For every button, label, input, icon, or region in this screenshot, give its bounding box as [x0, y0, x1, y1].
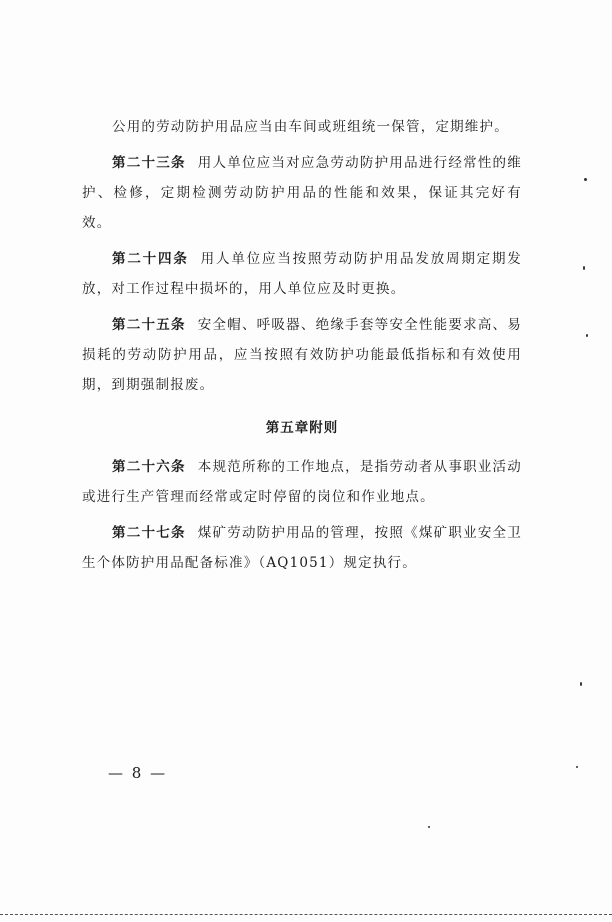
article-25 [82, 310, 522, 400]
article-label: 第二十五条 [112, 317, 186, 333]
scan-speck [584, 178, 587, 181]
scan-speck [576, 766, 578, 768]
chapter-heading: 第五章附则 [265, 420, 339, 436]
article-label: 第二十六条 [112, 459, 186, 475]
article-text: 用人单位应当按照劳动防护用品发放周期定期发放，对工作过程中损坏的，用人单位应及时更换。 [82, 251, 523, 297]
article-23 [82, 148, 522, 238]
article-label: 第二十四条 [112, 251, 189, 267]
paragraph-text: 公用的劳动防护用品应当由车间或班组统一保管，定期维护。 [112, 119, 509, 135]
scan-speck [428, 826, 430, 828]
article-label: 第二十七条 [112, 525, 186, 541]
scan-edge-line [0, 914, 612, 915]
document-body [82, 112, 522, 584]
page-number: — 8 — [108, 764, 168, 782]
article-27 [82, 518, 522, 578]
scan-speck [580, 682, 582, 686]
article-label: 第二十三条 [112, 155, 186, 171]
article-24 [82, 244, 522, 304]
article-text: 安全帽、呼吸器、绝缘手套等安全性能要求高、易损耗的劳动防护用品，应当按照有效防护功能最低指标和有效使用期，到期强制报废。 [82, 317, 523, 393]
scan-speck [583, 266, 585, 270]
article-26 [82, 452, 522, 512]
paragraph-continuation [82, 112, 522, 142]
article-text: 本规范所称的工作地点，是指劳动者从事职业活动或进行生产管理而经常或定时停留的岗位和作业地点。 [82, 459, 523, 505]
scan-speck [586, 334, 588, 337]
article-text: 用人单位应当对应急劳动防护用品进行经常性的维护、检修，定期检测劳动防护用品的性能和效果，保证其完好有效。 [82, 155, 523, 231]
article-text: 煤矿劳动防护用品的管理，按照《煤矿职业安全卫生个体防护用品配备标准》（AQ1051）规定执行。 [82, 525, 523, 571]
